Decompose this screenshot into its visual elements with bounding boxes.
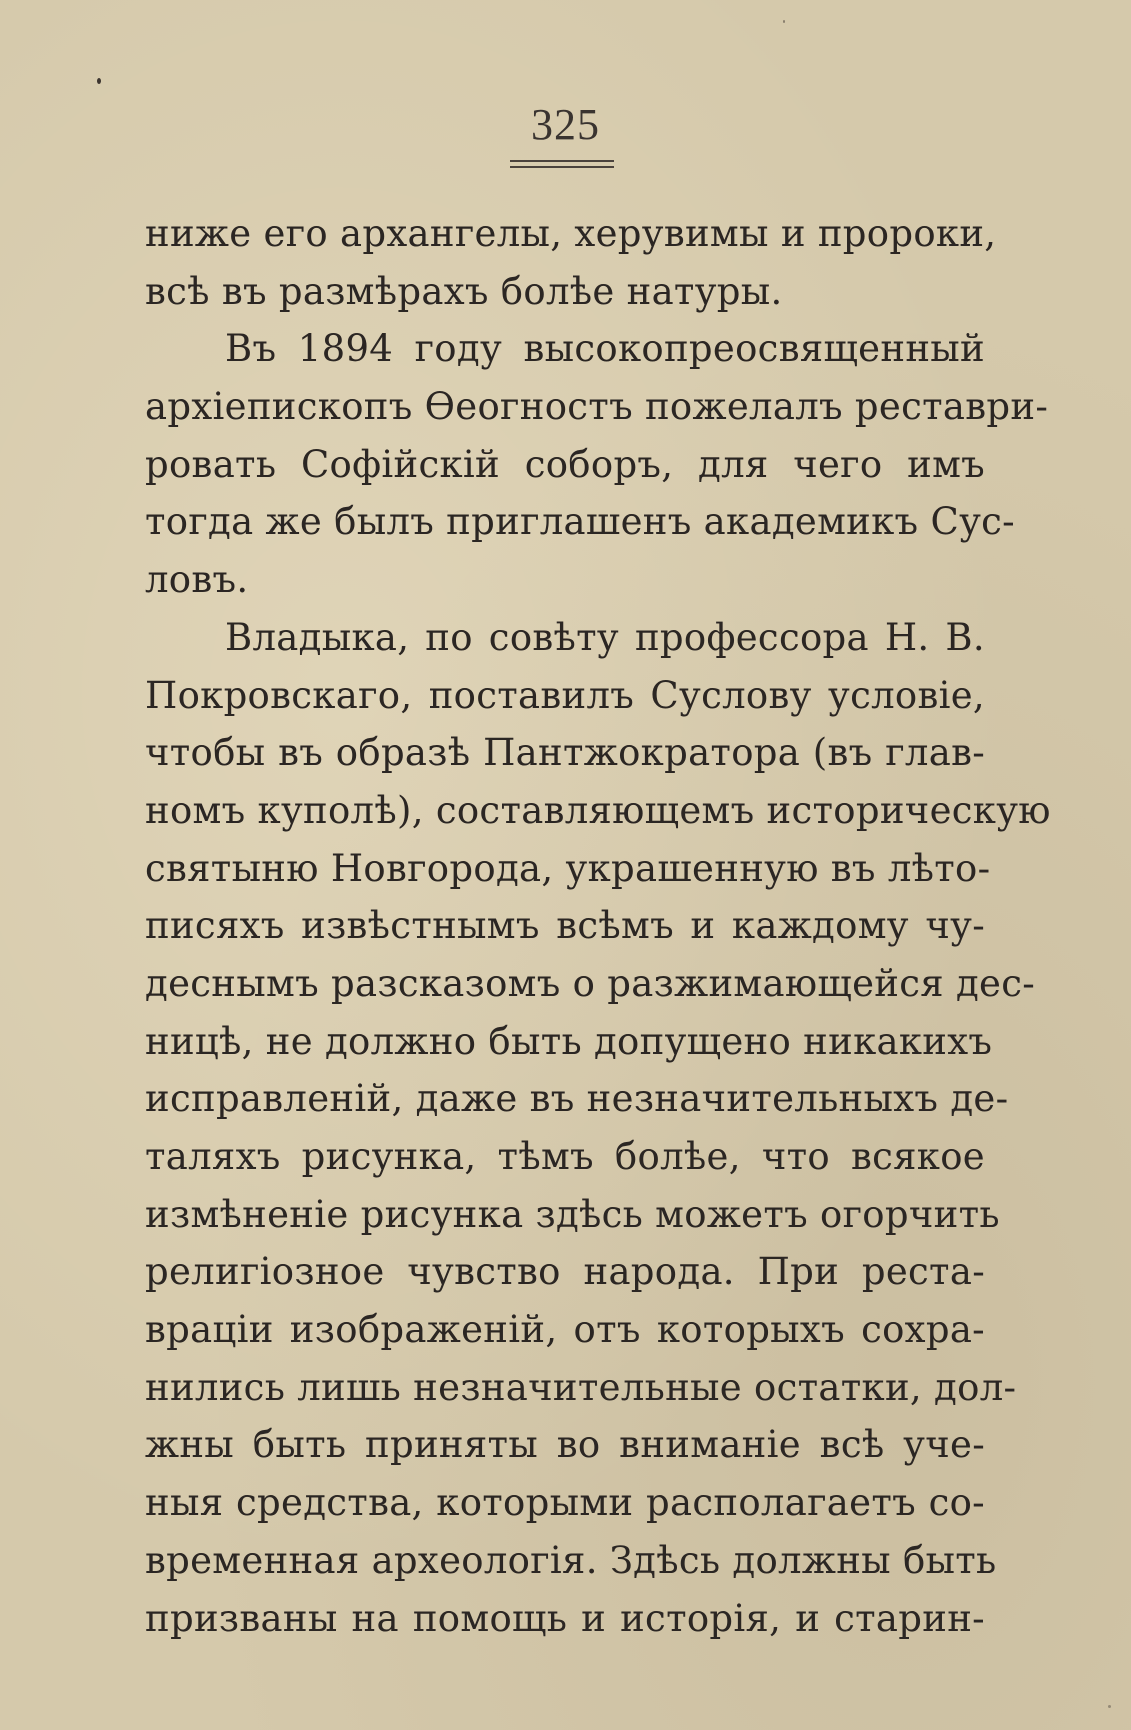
text-line-20: враціи изображеній, отъ которыхъ сохра- bbox=[145, 1308, 985, 1352]
text-line-23: ныя средства, которыми располагаетъ со- bbox=[145, 1481, 985, 1525]
text-line-18: измѣненіе рисунка здѣсь можетъ огорчить bbox=[145, 1192, 1000, 1236]
text-line-25: призваны на помощь и исторія, и старин- bbox=[145, 1596, 985, 1640]
text-line-16: исправленій, даже въ незначительныхъ де- bbox=[145, 1077, 1009, 1121]
text-line-12: святыню Новгорода, украшенную въ лѣто- bbox=[145, 846, 991, 890]
text-line-13: писяхъ извѣстнымъ всѣмъ и каждому чу- bbox=[145, 904, 985, 948]
text-line-21: нились лишь незначительные остатки, дол- bbox=[145, 1365, 1017, 1409]
text-line-24: временная археологія. Здѣсь должны быть bbox=[145, 1538, 997, 1582]
text-line-15: ницѣ, не должно быть допущено никакихъ bbox=[145, 1019, 993, 1063]
text-line-10: чтобы въ образѣ Пантжократора (въ глав- bbox=[145, 731, 985, 775]
ink-speck bbox=[97, 78, 101, 84]
text-line-9: Покровскаго, поставилъ Суслову условіе, bbox=[145, 673, 985, 717]
text-line-17: таляхъ рисунка, тѣмъ болѣе, что всякое bbox=[145, 1135, 985, 1178]
text-line-6: тогда же былъ приглашенъ академикъ Сус- bbox=[145, 500, 1015, 544]
text-line-4: архіепископъ Ѳеогностъ пожелалъ реставри- bbox=[145, 385, 1049, 429]
text-line-3: Въ 1894 году высокопреосвященный bbox=[225, 327, 985, 371]
page-number-rule-lower bbox=[510, 166, 614, 168]
page-number-rule-upper bbox=[510, 160, 614, 162]
text-line-7: ловъ. bbox=[145, 558, 249, 602]
text-line-22: жны быть приняты во вниманіе всѣ уче- bbox=[145, 1423, 985, 1467]
text-line-1: ниже его архангелы, херувимы и пророки, bbox=[145, 212, 997, 255]
page-number: 325 bbox=[531, 100, 600, 149]
text-line-14: деснымъ разсказомъ о разжимающейся дес- bbox=[145, 961, 1036, 1005]
text-line-8: Владыка, по совѣту профессора Н. В. bbox=[225, 615, 985, 659]
text-line-11: номъ куполѣ), составляющемъ историческую bbox=[145, 788, 1051, 832]
text-line-5: ровать Софійскій соборъ, для чего имъ bbox=[145, 442, 985, 486]
ink-speck bbox=[783, 20, 785, 23]
text-line-19: религіозное чувство народа. При реста- bbox=[145, 1250, 985, 1294]
text-line-2: всѣ въ размѣрахъ болѣе натуры. bbox=[145, 269, 783, 313]
ink-speck bbox=[1108, 1705, 1111, 1708]
body-text bbox=[145, 205, 1051, 1647]
